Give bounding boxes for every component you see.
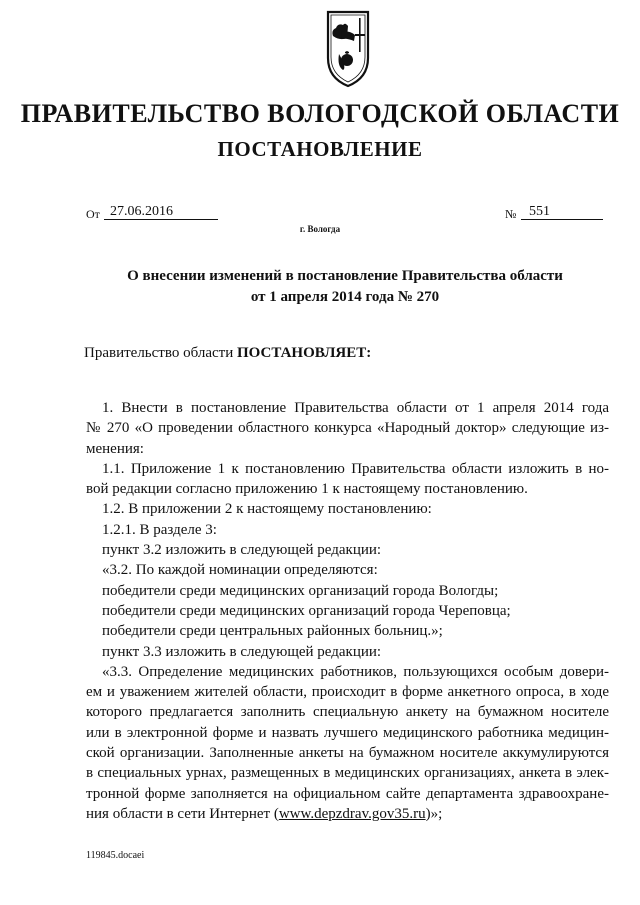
body-line: 1. Внести в постановление Правительства области от 1 апреля 2014 года xyxy=(102,400,609,416)
body-line: «3.3. Определение медицинских работников, пользующихся особым довери- xyxy=(102,663,609,680)
body-line: в специальных урнах, размещенных в медицинских организациях, анкета в элек- xyxy=(86,765,609,782)
body-line: победители среди центральных районных больниц.»; xyxy=(102,623,443,640)
document-body xyxy=(86,398,609,824)
body-line: пункт 3.3 изложить в следующей редакции: xyxy=(102,643,382,660)
body-line: тронной форме заполняется на официальном сайте департамента здравоохране- xyxy=(86,785,609,802)
body-line: менения: xyxy=(86,440,144,457)
intro-bold-word: ПОСТАНОВЛЯЕТ: xyxy=(236,345,372,361)
intro-paragraph xyxy=(84,345,371,362)
body-line: 1.1. Приложение 1 к постановлению Правительства области изложить в но- xyxy=(102,460,609,477)
body-line: ем и уважением жителей области, происходит в форме анкетного опроса, в ходе xyxy=(86,684,609,701)
body-line: победители среди медицинских организаций города Вологды; xyxy=(102,582,499,599)
coat-of-arms-emblem xyxy=(325,8,371,88)
government-name: ПРАВИТЕЛЬСТВО ВОЛОГОДСКОЙ ОБЛАСТИ xyxy=(20,99,620,128)
body-line: 1.2. В приложении 2 к настоящему постановлению: xyxy=(102,501,432,518)
body-line: пункт 3.2 изложить в следующей редакции: xyxy=(102,542,382,559)
body-line xyxy=(86,804,609,824)
document-title xyxy=(0,266,640,308)
city-name: г. Вологда xyxy=(299,224,341,234)
body-line: 1.2.1. В разделе 3: xyxy=(102,521,217,538)
date-label: От xyxy=(86,207,100,221)
body-line: № 270 «О проведении областного конкурса «Народный доктор» следующие из- xyxy=(86,420,609,437)
body-line: которого предлагается заполнить специальную анкету на бумажном носителе xyxy=(86,704,609,721)
document-date: 27.06.2016 xyxy=(104,204,218,220)
body-line-text: ния области в сети Интернет ( xyxy=(86,805,279,822)
body-line-text: )»; xyxy=(425,805,443,822)
ministry-website-link[interactable]: www.depzdrav.gov35.ru xyxy=(278,805,426,822)
title-line-2: от 1 апреля 2014 года № 270 xyxy=(250,289,440,305)
number-label: № xyxy=(505,207,517,221)
body-line: или в электронной форме и назвать лучшего медицинского работника медицин- xyxy=(86,724,609,741)
document-type: ПОСТАНОВЛЕНИЕ xyxy=(217,137,423,161)
file-identifier: 119845.docaei xyxy=(86,850,145,861)
document-number: 551 xyxy=(521,204,603,220)
body-line: победители среди медицинских организаций города Череповца; xyxy=(102,602,511,619)
body-line: «3.2. По каждой номинации определяются: xyxy=(102,562,378,579)
body-line: вой редакции согласно приложению 1 к настоящему постановлению. xyxy=(86,481,528,498)
body-line: ской организации. Заполненные анкеты на бумажном носителе аккумулируются xyxy=(86,745,609,762)
intro-text: Правительство области xyxy=(84,345,237,361)
title-line-1: О внесении изменений в постановление Правительства области xyxy=(127,268,563,284)
